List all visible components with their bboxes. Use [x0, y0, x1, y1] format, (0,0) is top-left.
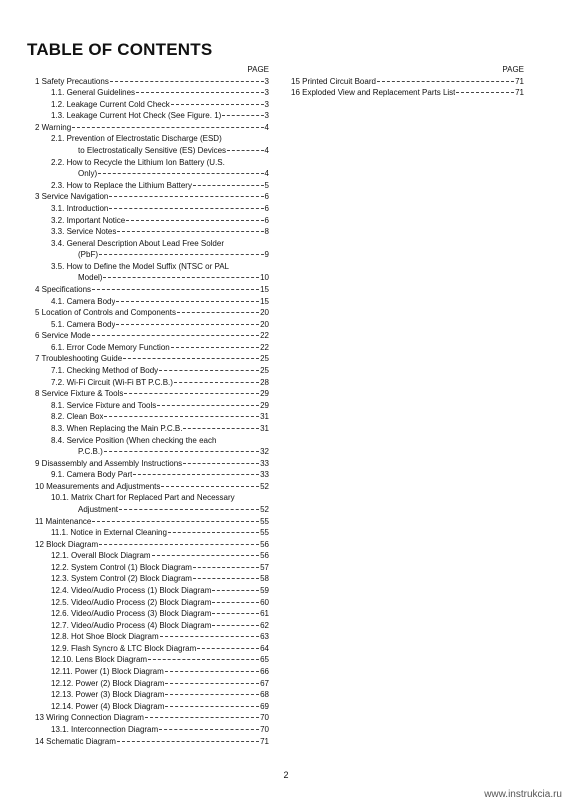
toc-entry-page: 56: [260, 539, 269, 549]
dot-leader: [152, 555, 260, 556]
toc-entry-label: 4.1. Camera Body: [51, 296, 116, 306]
toc-entry-label: 12.8. Hot Shoe Block Diagram: [51, 632, 159, 642]
toc-entry-page: 20: [260, 319, 269, 329]
toc-entry[interactable]: [35, 261, 269, 273]
toc-entry[interactable]: [35, 550, 269, 562]
toc-entry[interactable]: [35, 365, 269, 377]
document-title: TABLE OF CONTENTS: [27, 40, 213, 59]
toc-entry-label: 8.4. Service Position (When checking the each: [51, 435, 217, 445]
dot-leader: [116, 324, 259, 325]
toc-entry[interactable]: [35, 330, 269, 342]
toc-entry-label: 1.3. Leakage Current Hot Check (See Figure. 1): [51, 111, 222, 121]
toc-entry-label: P.C.B.): [78, 447, 103, 457]
dot-leader: [157, 405, 259, 406]
dot-leader: [98, 173, 263, 174]
toc-entry[interactable]: [35, 203, 269, 215]
toc-entry-page: 65: [260, 655, 269, 665]
dot-leader: [109, 208, 263, 209]
toc-entry[interactable]: [35, 504, 269, 516]
toc-entry-label: 12.10. Lens Block Diagram: [51, 655, 148, 665]
dot-leader: [92, 521, 259, 522]
dot-leader: [165, 694, 259, 695]
dot-leader: [197, 648, 259, 649]
toc-entry-label: 8.2. Clean Box: [51, 412, 104, 422]
toc-entry-label: Model): [78, 273, 103, 283]
dot-leader: [161, 486, 259, 487]
toc-entry-label: 2 Warning: [35, 122, 72, 132]
toc-entry-page: 4: [264, 122, 269, 132]
dot-leader: [212, 602, 259, 603]
toc-entry-label: 5 Location of Controls and Components: [35, 308, 176, 318]
toc-entry-page: 10: [260, 273, 269, 283]
toc-entry-page: 29: [260, 400, 269, 410]
dot-leader: [183, 463, 259, 464]
dot-leader: [145, 717, 259, 718]
toc-entry-page: 55: [260, 528, 269, 538]
toc-entry[interactable]: [35, 608, 269, 620]
toc-entry-page: 33: [260, 470, 269, 480]
toc-entry[interactable]: [35, 319, 269, 331]
toc-entry[interactable]: [35, 573, 269, 585]
toc-entry-page: 71: [515, 88, 524, 98]
dot-leader: [227, 150, 263, 151]
dot-leader: [92, 335, 260, 336]
toc-entry-page: 15: [260, 296, 269, 306]
toc-entry-page: 59: [260, 586, 269, 596]
dot-leader: [193, 578, 259, 579]
toc-entry[interactable]: [35, 99, 269, 111]
dot-leader: [212, 590, 259, 591]
toc-entry-page: 31: [260, 412, 269, 422]
toc-entry[interactable]: [35, 527, 269, 539]
toc-entry-list: [35, 76, 269, 748]
toc-entry-page: 6: [264, 215, 269, 225]
toc-entry-label: 12 Block Diagram: [35, 539, 99, 549]
toc-entry-label: 9 Disassembly and Assembly Instructions: [35, 458, 183, 468]
toc-entry-label: 3 Service Navigation: [35, 192, 109, 202]
toc-entry[interactable]: [35, 353, 269, 365]
toc-entry-page: 67: [260, 678, 269, 688]
dot-leader: [456, 92, 514, 93]
dot-leader: [117, 231, 263, 232]
toc-entry[interactable]: [35, 597, 269, 609]
toc-entry[interactable]: [35, 654, 269, 666]
toc-entry-page: 25: [260, 366, 269, 376]
toc-entry[interactable]: [35, 481, 269, 493]
toc-entry[interactable]: [35, 411, 269, 423]
toc-entry[interactable]: [35, 562, 269, 574]
toc-entry-page: 52: [260, 481, 269, 491]
page-number: 2: [283, 770, 289, 780]
toc-entry[interactable]: [35, 180, 269, 192]
toc-entry-label: 3.5. How to Define the Model Suffix (NTSC or PAL: [51, 261, 230, 271]
toc-entry-page: 28: [260, 377, 269, 387]
toc-entry-label: 16 Exploded View and Replacement Parts List: [291, 88, 456, 98]
toc-entry-page: 22: [260, 331, 269, 341]
toc-entry[interactable]: [35, 249, 269, 261]
toc-entry-page: 61: [260, 609, 269, 619]
toc-entry-page: 71: [260, 736, 269, 746]
toc-entry-label: 3.3. Service Notes: [51, 227, 117, 237]
toc-entry[interactable]: [35, 620, 269, 632]
dot-leader: [177, 312, 259, 313]
toc-entry-page: 57: [260, 562, 269, 572]
toc-entry[interactable]: [35, 724, 269, 736]
toc-entry[interactable]: [35, 87, 269, 99]
toc-entry[interactable]: [35, 272, 269, 284]
toc-entry-label: 3.1. Introduction: [51, 203, 109, 213]
toc-entry-label: 13.1. Interconnection Diagram: [51, 724, 159, 734]
dot-leader: [103, 277, 259, 278]
toc-entry-label: 6 Service Mode: [35, 331, 91, 341]
toc-entry-label: 11.1. Notice in External Cleaning: [51, 528, 167, 538]
toc-entry-label: 3.2. Important Notice: [51, 215, 126, 225]
dot-leader: [193, 185, 264, 186]
toc-entry[interactable]: [35, 215, 269, 227]
toc-entry[interactable]: [35, 585, 269, 597]
toc-entry-label: 13 Wiring Connection Diagram: [35, 713, 144, 723]
toc-entry-label: 1.2. Leakage Current Cold Check: [51, 99, 170, 109]
toc-entry-label: 8 Service Fixture & Tools: [35, 389, 124, 399]
dot-leader: [171, 104, 264, 105]
toc-entry-label: 14 Schematic Diagram: [35, 736, 116, 746]
toc-entry-label: 4 Specifications: [35, 284, 92, 294]
toc-entry[interactable]: [35, 191, 269, 203]
toc-entry[interactable]: [291, 87, 524, 99]
toc-entry-page: 70: [260, 724, 269, 734]
toc-entry[interactable]: [35, 458, 269, 470]
toc-entry-page: 5: [264, 180, 269, 190]
toc-entry[interactable]: [35, 307, 269, 319]
toc-entry[interactable]: [35, 689, 269, 701]
toc-entry-page: 64: [260, 643, 269, 653]
toc-entry[interactable]: [35, 469, 269, 481]
dot-leader: [104, 451, 259, 452]
toc-entry-page: 4: [264, 169, 269, 179]
toc-entry-page: 32: [260, 447, 269, 457]
dot-leader: [109, 196, 263, 197]
toc-entry-label: 12.3. System Control (2) Block Diagram: [51, 574, 192, 584]
toc-entry[interactable]: [35, 226, 269, 238]
dot-leader: [123, 358, 259, 359]
toc-entry-label: to Electrostatically Sensitive (ES) Devices: [78, 146, 227, 156]
toc-entry-label: 5.1. Camera Body: [51, 319, 116, 329]
toc-entry-page: 63: [260, 632, 269, 642]
toc-entry-label: 6.1. Error Code Memory Function: [51, 342, 170, 352]
toc-entry-label: 2.3. How to Replace the Lithium Battery: [51, 180, 192, 190]
toc-entry-label: 7 Troubleshooting Guide: [35, 354, 123, 364]
toc-entry-label: 7.2. Wi-Fi Circuit (Wi-Fi BT P.C.B.): [51, 377, 173, 387]
toc-entry-page: 22: [260, 342, 269, 352]
dot-leader: [133, 474, 259, 475]
toc-entry-page: 70: [260, 713, 269, 723]
toc-entry[interactable]: [35, 377, 269, 389]
dot-leader: [160, 636, 259, 637]
dot-leader: [212, 625, 259, 626]
toc-entry-page: 25: [260, 354, 269, 364]
toc-entry-page: 20: [260, 308, 269, 318]
toc-entry[interactable]: [35, 76, 269, 88]
toc-entry-label: 3.4. General Description About Lead Free Solder: [51, 238, 224, 248]
toc-entry[interactable]: [35, 110, 269, 122]
toc-entry[interactable]: [35, 666, 269, 678]
toc-entry[interactable]: [35, 133, 269, 145]
toc-entry-list: [291, 76, 524, 99]
toc-entry-label: 12.14. Power (4) Block Diagram: [51, 701, 165, 711]
dot-leader: [148, 659, 259, 660]
watermark: www.instrukcia.ru: [484, 789, 562, 800]
toc-entry[interactable]: [35, 435, 269, 447]
toc-entry[interactable]: [35, 492, 269, 504]
toc-entry-label: 12.12. Power (2) Block Diagram: [51, 678, 165, 688]
toc-entry-label: 10 Measurements and Adjustments: [35, 481, 161, 491]
toc-entry[interactable]: [35, 400, 269, 412]
dot-leader: [183, 428, 259, 429]
dot-leader: [165, 706, 259, 707]
dot-leader: [110, 81, 264, 82]
dot-leader: [92, 289, 259, 290]
toc-entry-label: 12.6. Video/Audio Process (3) Block Diagram: [51, 609, 212, 619]
dot-leader: [136, 92, 263, 93]
toc-entry-page: 9: [264, 250, 269, 260]
toc-entry-label: 8.3. When Replacing the Main P.C.B.: [51, 423, 183, 433]
toc-entry-label: 1 Safety Precautions: [35, 76, 109, 86]
dot-leader: [116, 301, 259, 302]
toc-entry[interactable]: [35, 296, 269, 308]
dot-leader: [165, 683, 259, 684]
dot-leader: [165, 671, 259, 672]
dot-leader: [193, 567, 259, 568]
toc-left-column: [35, 64, 269, 747]
toc-entry-page: 8: [264, 227, 269, 237]
dot-leader: [99, 544, 259, 545]
toc-entry-label: 2.1. Prevention of Electrostatic Discharge (ESD): [51, 134, 222, 144]
toc-entry-label: 10.1. Matrix Chart for Replaced Part and Necessary: [51, 493, 235, 503]
toc-entry[interactable]: [35, 678, 269, 690]
toc-entry[interactable]: [35, 157, 269, 169]
toc-entry-label: 12.5. Video/Audio Process (2) Block Diagram: [51, 597, 212, 607]
toc-entry-page: 31: [260, 423, 269, 433]
toc-entry[interactable]: [35, 516, 269, 528]
toc-entry[interactable]: [35, 168, 269, 180]
toc-entry[interactable]: [35, 701, 269, 713]
toc-entry-page: 60: [260, 597, 269, 607]
toc-right-column: [291, 64, 524, 99]
dot-leader: [174, 382, 259, 383]
dot-leader: [119, 509, 259, 510]
toc-entry-page: 3: [264, 76, 269, 86]
toc-entry[interactable]: [291, 76, 524, 88]
toc-entry[interactable]: [35, 122, 269, 134]
toc-entry-label: 9.1. Camera Body Part: [51, 470, 133, 480]
toc-entry-page: 56: [260, 551, 269, 561]
toc-entry-label: 12.2. System Control (1) Block Diagram: [51, 562, 192, 572]
toc-entry-label: 15 Printed Circuit Board: [291, 76, 376, 86]
dot-leader: [171, 347, 259, 348]
toc-entry-page: 6: [264, 192, 269, 202]
toc-entry[interactable]: [35, 238, 269, 250]
dot-leader: [159, 729, 259, 730]
toc-entry-page: 58: [260, 574, 269, 584]
toc-entry-page: 66: [260, 667, 269, 677]
toc-entry-label: 7.1. Checking Method of Body: [51, 366, 159, 376]
toc-entry-label: Only): [78, 169, 98, 179]
toc-entry-page: 29: [260, 389, 269, 399]
dot-leader: [159, 370, 259, 371]
toc-entry-page: 3: [264, 88, 269, 98]
toc-entry[interactable]: [35, 284, 269, 296]
toc-entry-page: 52: [260, 504, 269, 514]
toc-entry-page: 33: [260, 458, 269, 468]
toc-entry[interactable]: [35, 388, 269, 400]
toc-entry-page: 71: [515, 76, 524, 86]
toc-entry-page: 15: [260, 284, 269, 294]
toc-entry[interactable]: [35, 446, 269, 458]
dot-leader: [124, 393, 259, 394]
toc-entry[interactable]: [35, 342, 269, 354]
toc-entry-label: (PbF): [78, 250, 98, 260]
toc-entry-label: 8.1. Service Fixture and Tools: [51, 400, 157, 410]
dot-leader: [212, 613, 259, 614]
toc-entry-label: 12.7. Video/Audio Process (4) Block Diagram: [51, 620, 212, 630]
toc-entry-page: 69: [260, 701, 269, 711]
dot-leader: [104, 416, 259, 417]
dot-leader: [99, 254, 264, 255]
page-column-header: PAGE: [247, 65, 269, 74]
toc-entry[interactable]: [35, 539, 269, 551]
toc-entry[interactable]: [35, 643, 269, 655]
toc-entry-page: 62: [260, 620, 269, 630]
toc-entry[interactable]: [35, 423, 269, 435]
dot-leader: [222, 115, 263, 116]
toc-entry[interactable]: [35, 145, 269, 157]
toc-entry[interactable]: [35, 712, 269, 724]
dot-leader: [117, 741, 259, 742]
toc-entry-page: 4: [264, 146, 269, 156]
page-column-header: PAGE: [502, 65, 524, 74]
toc-entry-page: 3: [264, 99, 269, 109]
dot-leader: [126, 220, 263, 221]
toc-entry-label: Adjustment: [78, 504, 119, 514]
toc-entry[interactable]: [35, 631, 269, 643]
toc-entry-label: 12.1. Overall Block Diagram: [51, 551, 151, 561]
toc-entry-label: 12.9. Flash Syncro & LTC Block Diagram: [51, 643, 197, 653]
dot-leader: [72, 127, 263, 128]
toc-entry[interactable]: [35, 736, 269, 748]
toc-entry-label: 2.2. How to Recycle the Lithium Ion Battery (U.S.: [51, 157, 225, 167]
toc-entry-page: 3: [264, 111, 269, 121]
toc-entry-label: 12.4. Video/Audio Process (1) Block Diagram: [51, 586, 212, 596]
toc-entry-label: 12.11. Power (1) Block Diagram: [51, 667, 164, 677]
toc-entry-page: 6: [264, 203, 269, 213]
toc-entry-label: 1.1. General Guidelines: [51, 88, 136, 98]
toc-entry-label: 11 Maintenance: [35, 516, 92, 526]
toc-entry-page: 68: [260, 690, 269, 700]
dot-leader: [168, 532, 259, 533]
dot-leader: [377, 81, 514, 82]
toc-entry-label: 12.13. Power (3) Block Diagram: [51, 690, 165, 700]
toc-entry-page: 55: [260, 516, 269, 526]
